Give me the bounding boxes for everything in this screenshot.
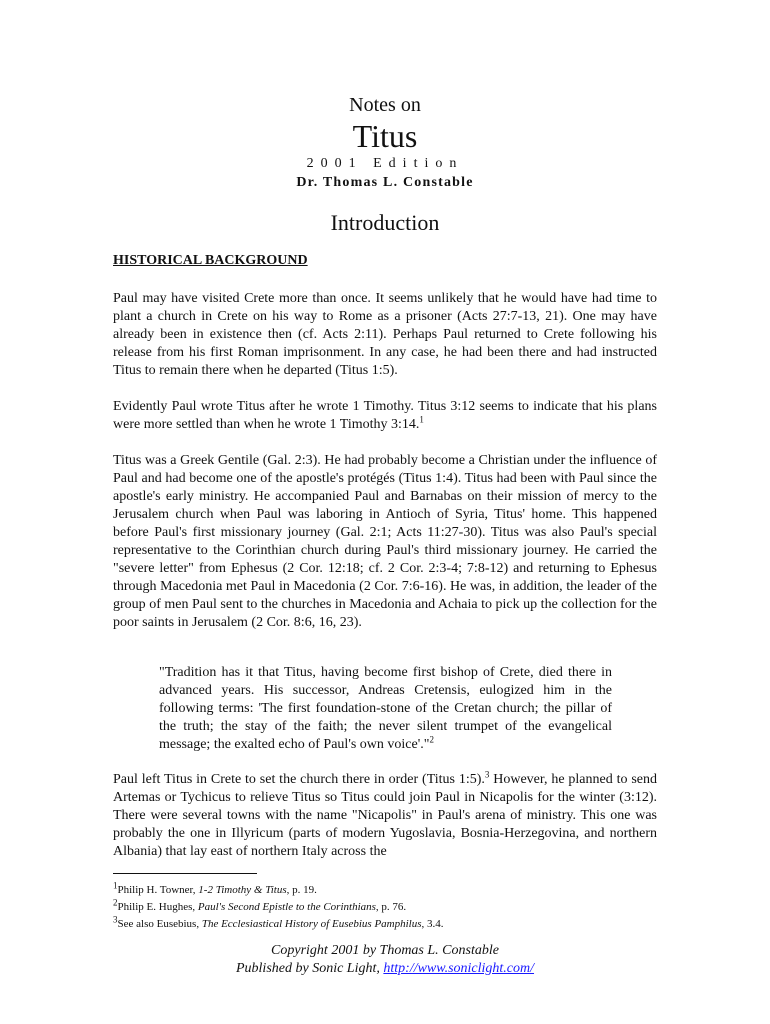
paragraph-2-text: Evidently Paul wrote Titus after he wrote 1 Timothy. Titus 3:12 seems to indicate that his plans were more settled than when he wrote 1 Timothy 3:14.: [113, 399, 657, 432]
footnote-item: [113, 916, 673, 933]
block-quote: [159, 664, 612, 754]
footnote-work-title: Paul's Second Epistle to the Corinthians: [197, 901, 376, 913]
copyright-line: Copyright 2001 by Thomas L. Constable: [271, 943, 499, 958]
footnote-item: [113, 882, 673, 899]
footnote-number: 2: [113, 897, 118, 908]
footnote-ref-1[interactable]: 1: [419, 414, 424, 425]
paragraph-4: [113, 771, 657, 861]
publisher-link[interactable]: http://www.soniclight.com/: [383, 961, 535, 976]
footnote-page: , p. 76.: [375, 901, 407, 913]
paragraph-3: [113, 452, 657, 632]
edition-label: 2001 Edition: [306, 156, 464, 171]
paragraph-4-text-a: Paul left Titus in Crete to set the church there in order (Titus 1:5).: [113, 772, 485, 787]
footnote-ref-2[interactable]: 2: [429, 734, 434, 745]
paragraph-4-text-b: However, he planned to send Artemas or Tychicus to relieve Titus so Titus could join Paul in Nicapolis for the winter (3:12). There were several towns with the name "Nicapolis" in Paul's arena of ministry. This one was probably the one in Illyricum (parts of modern Yugoslavia, Bosnia-Herzegovina, and northern Albania) that lay east of northern Italy across the: [113, 772, 657, 859]
footnote-number: 3: [113, 914, 118, 925]
footnote-text: See also Eusebius,: [117, 918, 202, 930]
author-name: Dr. Thomas L. Constable: [296, 175, 474, 190]
footnotes-list: [113, 882, 673, 933]
paragraph-2: [113, 398, 657, 434]
paragraph-1-text: Paul may have visited Crete more than once. It seems unlikely that he would have had time to plant a church in Crete on his way to Rome as a prisoner (Acts 27:7-13, 21). One may have already been in existence then (cf. Acts 2:11). Perhaps Paul returned to Crete following his release from his first Roman imprisonment. In any case, he had been there and had instructed Titus to remain there when he departed (Titus 1:5).: [113, 291, 657, 378]
footnote-item: [113, 899, 673, 916]
footnote-text: Philip H. Towner,: [117, 884, 199, 896]
block-quote-text: "Tradition has it that Titus, having become first bishop of Crete, died there in advanced years. His successor, Andreas Cretensis, eulogized him in the following terms: 'The first foundation-stone of the Cretan church; the pillar of the truth; the stay of the faith; the never silent trumpet of the evangelical message; the exalted echo of Paul's own voice'.": [159, 665, 612, 752]
footnote-work-title: The Ecclesiastical History of Eusebius Pamphilus: [201, 918, 422, 930]
paragraph-3-text: Titus was a Greek Gentile (Gal. 2:3). He had probably become a Christian under the influence of Paul and had become one of the apostle's protégés (Titus 1:4). Titus had been with Paul since the apostle's early ministry. He accompanied Paul and Barnabas on their mission of mercy to the Jerusalem church when Paul was laboring in Antioch of Syria, Titus' home. This happened before Paul's first missionary journey (Gal. 2:1; Acts 11:27-30). Titus was also Paul's special representative to the Corinthian church during Paul's third missionary journey. He carried the "severe letter" from Ephesus (2 Cor. 12:18; cf. 2 Cor. 2:3-4; 7:8-12) and returning to Ephesus through Macedonia met Paul in Macedonia (2 Cor. 7:6-16). He was, in addition, the leader of the group of men Paul sent to the churches in Macedonia and Achaia to pick up the collection for the poor saints in Jerusalem (2 Cor. 8:6, 16, 23).: [113, 453, 657, 630]
publisher-line: [0, 960, 770, 978]
footnote-text: Philip E. Hughes,: [117, 901, 198, 913]
document-title: Titus: [352, 118, 418, 154]
section-title: Introduction: [330, 210, 440, 235]
footnote-number: 1: [113, 880, 118, 891]
page-footer: [0, 942, 770, 978]
footnote-work-title: 1-2 Timothy & Titus: [198, 884, 287, 896]
publisher-text: Published by Sonic Light,: [235, 961, 384, 976]
footnote-divider: [113, 873, 257, 874]
footnote-ref-3[interactable]: 3: [484, 769, 490, 780]
paragraph-1: [113, 290, 657, 380]
notes-on-label: Notes on: [349, 94, 421, 116]
footnote-page: , p. 19.: [286, 884, 317, 896]
footnote-page: , 3.4.: [421, 918, 444, 930]
section-heading: HISTORICAL BACKGROUND: [113, 253, 308, 268]
